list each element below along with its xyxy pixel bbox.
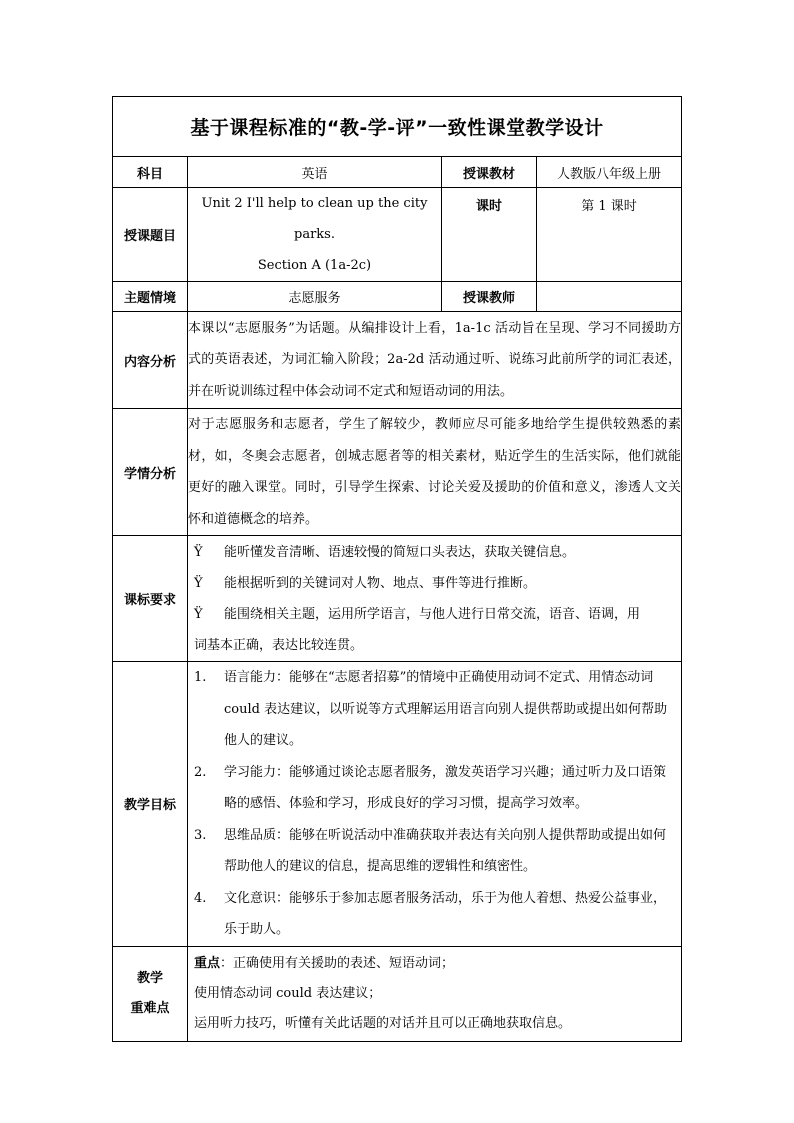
topic-value — [188, 188, 442, 282]
theme-value: 志愿服务 — [188, 282, 442, 312]
objective-text: 文化意识：能够乐于参加志愿者服务活动，乐于为他人着想、热爱公益事业，乐于助人。 — [224, 890, 667, 937]
key-points-label-line-1: 教学 — [136, 970, 163, 986]
objective-number: 2. — [194, 764, 207, 780]
teacher-value — [537, 282, 682, 312]
period-label-cell — [442, 188, 537, 282]
period-value-cell — [537, 188, 682, 282]
objective-item — [188, 757, 681, 820]
teacher-label: 授课教师 — [442, 282, 537, 312]
objective-text: 学习能力：能够通过谈论志愿者服务，激发英语学习兴趣；通过听力及口语策略的感悟、体验和学习，形成良好的学习习惯，提高学习效率。 — [224, 764, 667, 811]
objective-number: 4. — [194, 890, 207, 906]
key-point-line: 运用听力技巧，听懂有关此话题的对话并且可以正确地获取信息。 — [194, 1015, 572, 1031]
objective-item — [188, 820, 681, 883]
key-points-content — [188, 946, 682, 1041]
period-value: 第 1 课时 — [581, 199, 637, 214]
title-row — [113, 97, 682, 157]
objectives-row — [113, 662, 682, 947]
material-label: 授课教材 — [442, 157, 537, 188]
objective-text: 思维品质：能够在听说活动中准确获取并表达有关向别人提供帮助或提出如何帮助他人的建议的信息，提高思维的逻辑性和缜密性。 — [224, 827, 667, 874]
lesson-plan-table — [112, 96, 682, 1042]
key-points-label — [113, 946, 188, 1041]
theme-row — [113, 282, 682, 312]
objective-number: 1. — [194, 670, 207, 685]
subject-row — [113, 157, 682, 188]
standard-text: 能听懂发音清晰、语速较慢的简短口头表达，获取关键信息。 — [224, 544, 576, 560]
key-point-prefix: 重点 — [194, 955, 221, 971]
topic-row — [113, 188, 682, 282]
standards-row — [113, 536, 682, 662]
objectives-label: 教学目标 — [113, 662, 188, 947]
subject-value: 英语 — [188, 157, 442, 188]
key-points-row — [113, 946, 682, 1041]
standard-item — [188, 568, 681, 599]
student-analysis-label: 学情分析 — [113, 409, 188, 536]
topic-line-2: Section A (1a-2c) — [257, 258, 372, 273]
standards-label: 课标要求 — [113, 536, 188, 662]
theme-label: 主题情境 — [113, 282, 188, 312]
standard-continuation: 词基本正确，表达比较连贯。 — [194, 637, 364, 653]
standards-list — [188, 536, 682, 662]
document-title: 基于课程标准的“教-学-评”一致性课堂教学设计 — [113, 97, 682, 157]
bullet-marker-icon: Ÿ — [194, 606, 203, 622]
student-analysis-row — [113, 409, 682, 536]
student-analysis-text: 对于志愿服务和志愿者，学生了解较少，教师应尽可能多地给学生提供较熟悉的素材，如，冬奥会志愿者，创城志愿者等的相关素材，贴近学生的生活实际，他们就能更好的融入课堂。同时，引导学生探索、讨论关爱及援助的价值和意义，渗透人文关怀和道德概念的培养。 — [188, 409, 682, 536]
key-point-text: ：正确使用有关援助的表述、短语动词； — [220, 955, 455, 971]
subject-label: 科目 — [113, 157, 188, 188]
objectives-list — [188, 662, 682, 947]
objective-item — [188, 883, 681, 946]
standard-text: 能围绕相关主题，运用所学语言，与他人进行日常交流，语音、语调，用 — [224, 606, 641, 622]
objective-item — [188, 662, 681, 757]
bullet-marker-icon: Ÿ — [194, 544, 203, 560]
topic-label: 授课题目 — [113, 188, 188, 282]
content-analysis-text: 本课以“志愿服务”为话题。从编排设计上看，1a-1c 活动旨在呈现、学习不同援助方式的英语表述，为词汇输入阶段；2a-2d 活动通过听、说练习此前所学的词汇表述，并在听说训练过程中体会动词不定式和短语动词的用法。 — [188, 312, 682, 409]
bullet-marker-icon: Ÿ — [194, 575, 203, 591]
key-point-line: 使用情态动词 could 表达建议； — [194, 985, 382, 1001]
material-value: 人教版八年级上册 — [537, 157, 682, 188]
key-points-label-line-2: 重难点 — [130, 1000, 170, 1016]
topic-line-1: Unit 2 I'll help to clean up the city parks. — [201, 196, 428, 242]
objective-number: 3. — [194, 827, 207, 843]
key-point-line — [188, 949, 681, 979]
content-analysis-row — [113, 312, 682, 409]
period-label: 课时 — [475, 199, 502, 214]
standard-item — [188, 599, 681, 630]
standard-item — [188, 537, 681, 568]
content-analysis-label: 内容分析 — [113, 312, 188, 409]
standard-text: 能根据听到的关键词对人物、地点、事件等进行推断。 — [224, 575, 537, 591]
objective-text: 语言能力：能够在“志愿者招募”的情境中正确使用动词不定式、用情态动词 could 表达建议，以听说等方式理解运用语言向别人提供帮助或提出如何帮助他人的建议。 — [224, 670, 668, 748]
